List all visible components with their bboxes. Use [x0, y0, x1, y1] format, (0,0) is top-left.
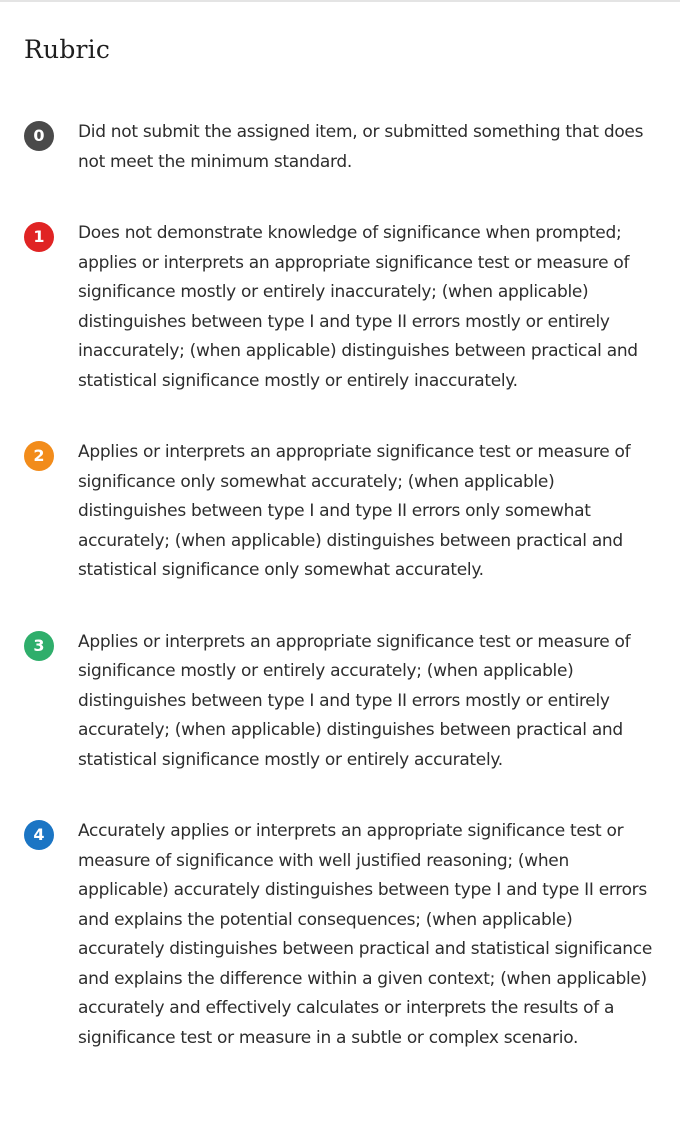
page-title: Rubric — [24, 35, 111, 64]
score-badge-3: 3 — [24, 631, 54, 661]
score-badge-2: 2 — [24, 441, 54, 471]
level-description-0: Did not submit the assigned item, or submitted something that does not meet the minimum standard. — [78, 122, 644, 172]
score-badge-1: 1 — [24, 222, 54, 252]
rubric-level-0 — [0, 118, 680, 177]
score-badge-4: 4 — [24, 820, 54, 850]
rubric-level-3 — [0, 628, 680, 776]
level-description-2: Applies or interprets an appropriate significance test or measure of significance only somewhat accurately; (when applicable) distinguishes between type I and type II errors only somewhat accurately; (when applicable) distinguishes between practical and statistical significance only somewhat accurately. — [78, 442, 631, 580]
rubric-levels — [0, 118, 680, 1095]
level-description-4: Accurately applies or interprets an appropriate significance test or measure of significance with well justified reasoning; (when applicable) accurately distinguishes between type I and type II errors and explains the potential consequences; (when applicable) accurately distinguishes between practical and statistical significance and explains the difference within a given context; (when applicable) accurately and effectively calculates or interprets the results of a significance test or measure in a subtle or complex scenario. — [78, 821, 652, 1048]
level-description-3: Applies or interprets an appropriate significance test or measure of significance mostly or entirely accurately; (when applicable) distinguishes between type I and type II errors mostly or entirely accurately; (when applicable) distinguishes between practical and statistical significance mostly or entirely accurately. — [78, 631, 631, 770]
top-divider — [0, 0, 680, 2]
rubric-level-2 — [0, 438, 680, 586]
score-badge-0: 0 — [24, 121, 54, 151]
rubric-level-4 — [0, 817, 680, 1053]
level-description-1: Does not demonstrate knowledge of significance when prompted; applies or interprets an appropriate significance test or measure of significance mostly or entirely inaccurately; (when applicable) distinguishes between type I and type II errors mostly or entirely inaccurately; (when applicable) distinguishes between practical and statistical significance mostly or entirely inaccurately. — [78, 223, 638, 391]
rubric-level-1 — [0, 219, 680, 396]
